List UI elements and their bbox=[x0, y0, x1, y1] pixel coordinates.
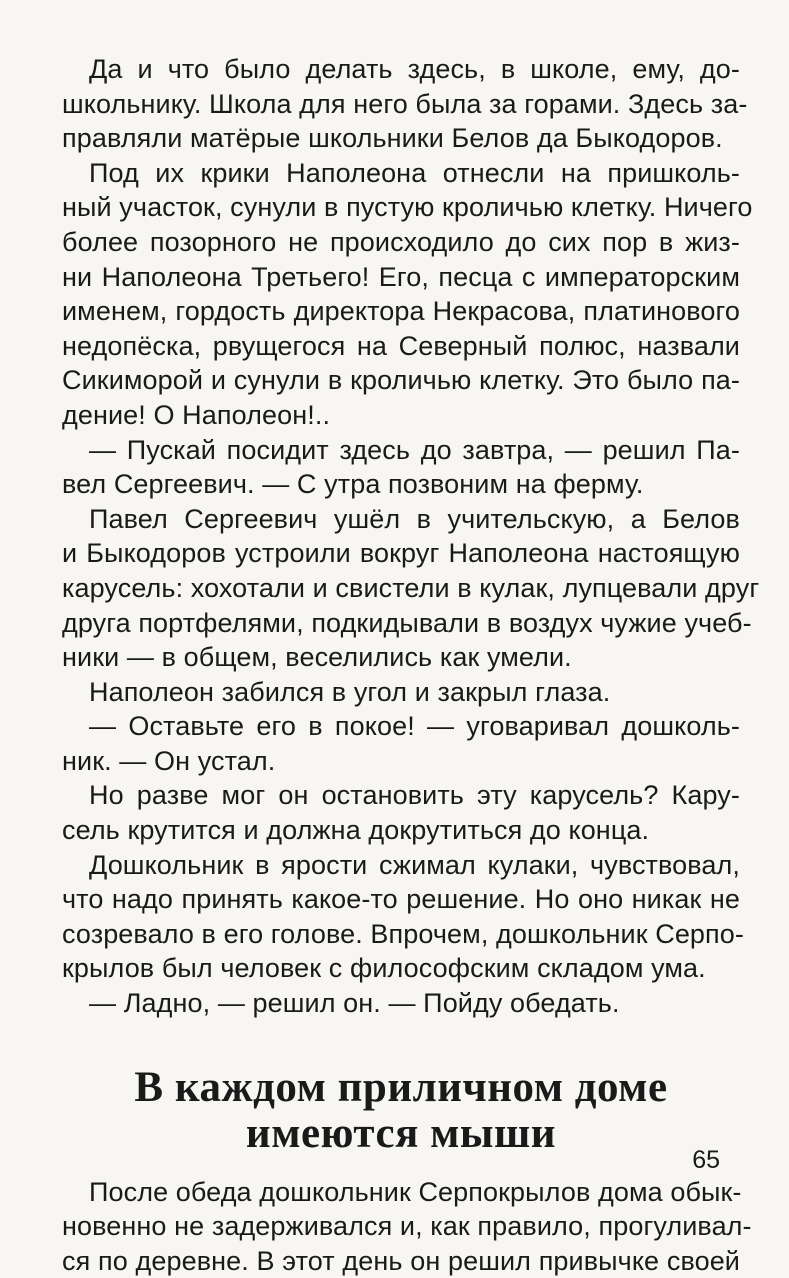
paragraph bbox=[62, 52, 748, 156]
text-line: Павел Сергеевич ушёл в учительскую, а Белов bbox=[89, 503, 740, 534]
text-line: именем, гордость директора Некрасова, платинового bbox=[62, 296, 740, 327]
story-text-bottom bbox=[62, 1175, 752, 1278]
text-line: ся по деревне. В этот день он решил привычке своей bbox=[62, 1245, 740, 1276]
text-line: крылов был человек с философским складом ума. bbox=[62, 953, 706, 984]
text-line: ни Наполеона Третьего! Его, песца с императорским bbox=[62, 261, 740, 292]
text-line: сель крутится и должна докрутиться до конца. bbox=[62, 815, 650, 846]
paragraph bbox=[62, 1175, 752, 1278]
text-line: более позорного не происходило до сих пор в жиз- bbox=[62, 226, 740, 257]
paragraph bbox=[62, 502, 760, 675]
text-line: новенно не задерживался и, как правило, прогуливал- bbox=[62, 1211, 752, 1242]
text-line: — Ладно, — решил он. — Пойду обедать. bbox=[89, 988, 620, 1019]
text-line: что надо принять какое-то решение. Но оно никак не bbox=[62, 884, 740, 915]
text-line: и Быкодоров устроили вокруг Наполеона настоящую bbox=[62, 538, 740, 569]
text-line: После обеда дошкольник Серпокрылов дома обык- bbox=[89, 1176, 742, 1207]
text-line: школьнику. Школа для него была за горами. Здесь за- bbox=[62, 88, 748, 119]
text-line: дение! О Наполеон!.. bbox=[62, 399, 331, 430]
text-line: Но разве мог он остановить эту карусель? Кару- bbox=[89, 780, 740, 811]
text-line: недопёска, рвущегося на Северный полюс, назвали bbox=[62, 330, 740, 361]
paragraph bbox=[62, 848, 744, 986]
paragraph bbox=[62, 433, 740, 502]
chapter-heading-line-1: В каждом приличном доме bbox=[134, 1063, 668, 1111]
paragraph bbox=[62, 709, 740, 778]
text-line: Сикиморой и сунули в кроличью клетку. Это было па- bbox=[62, 365, 740, 396]
story-text-top bbox=[62, 52, 760, 1021]
paragraph bbox=[62, 986, 740, 1021]
text-line: — Пускай посидит здесь до завтра, — решил Па- bbox=[89, 434, 740, 465]
text-line: ник. — Он устал. bbox=[62, 745, 276, 776]
paragraph bbox=[62, 778, 740, 847]
text-line: карусель: хохотали и свистели в кулак, лупцевали друг bbox=[62, 572, 760, 603]
text-line: вел Сергеевич. — С утра позвоним на ферму. bbox=[62, 469, 644, 500]
paragraph bbox=[62, 675, 740, 710]
text-line: Наполеон забился в угол и закрыл глаза. bbox=[89, 676, 611, 707]
text-line: ники — в общем, веселились как умели. bbox=[62, 642, 572, 673]
page-body bbox=[62, 52, 760, 1278]
text-line: правляли матёрые школьники Белов да Быкодоров. bbox=[62, 123, 723, 154]
page-number: 65 bbox=[692, 1146, 720, 1174]
text-line: ный участок, сунули в пустую кроличью клетку. Ничего bbox=[62, 192, 753, 223]
text-line: Да и что было делать здесь, в школе, ему, до- bbox=[89, 54, 740, 84]
text-line: друга портфелями, подкидывали в воздух чужие учеб- bbox=[62, 607, 752, 638]
chapter-heading bbox=[62, 1065, 740, 1157]
text-line: — Оставьте его в покое! — уговаривал дошколь- bbox=[89, 711, 740, 742]
paragraph bbox=[62, 156, 753, 433]
text-line: Дошкольник в ярости сжимал кулаки, чувствовал, bbox=[89, 849, 740, 880]
chapter-heading-line-2: имеются мыши bbox=[245, 1109, 557, 1157]
text-line: созревало в его голове. Впрочем, дошкольник Серпо- bbox=[62, 918, 744, 949]
text-line: Под их крики Наполеона отнесли на пришколь- bbox=[89, 157, 740, 188]
